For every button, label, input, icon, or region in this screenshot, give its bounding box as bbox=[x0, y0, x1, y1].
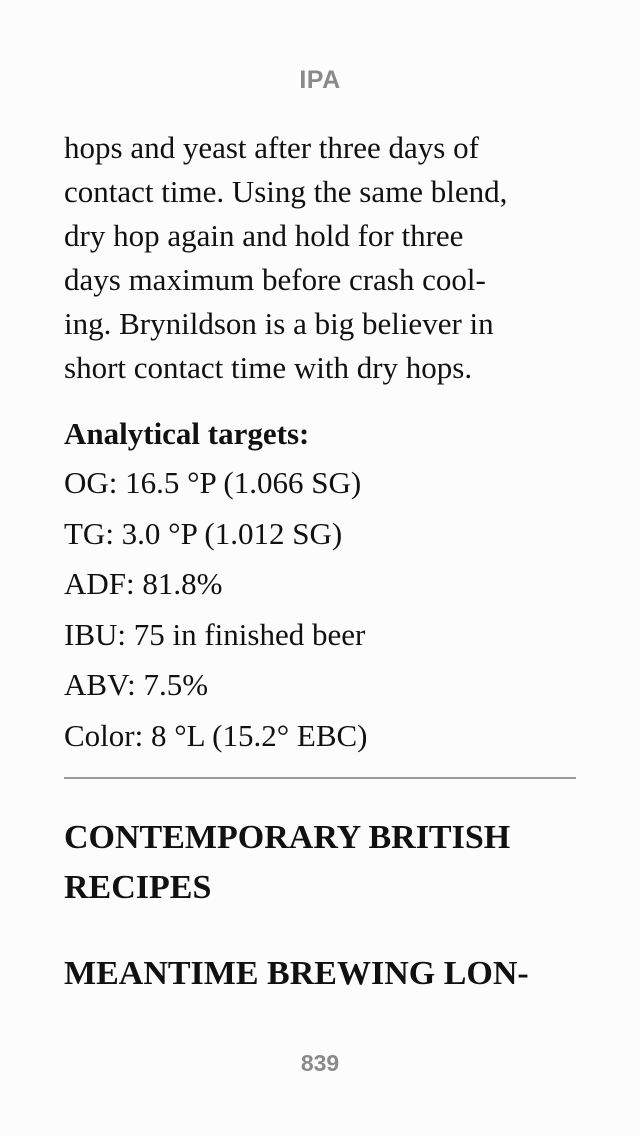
section-heading-line: RECIPES bbox=[64, 869, 212, 906]
target-abv: ABV: 7.5% bbox=[64, 667, 209, 702]
section-divider bbox=[64, 777, 576, 779]
target-adf: ADF: 81.8% bbox=[64, 566, 223, 601]
section-heading bbox=[64, 813, 576, 913]
body-paragraph bbox=[64, 126, 576, 390]
target-tg: TG: 3.0 °P (1.012 SG) bbox=[64, 515, 343, 551]
paragraph-line: short contact time with dry hops. bbox=[64, 350, 473, 385]
page-content bbox=[64, 126, 576, 999]
analytical-targets-heading: Analytical targets: bbox=[64, 416, 310, 451]
paragraph-line: hops and yeast after three days of bbox=[64, 130, 479, 165]
running-header-title: IPA bbox=[299, 66, 341, 94]
target-ibu: IBU: 75 in finished beer bbox=[64, 616, 366, 652]
paragraph-line: ing. Brynildson is a big believer in bbox=[64, 306, 494, 341]
subsection-heading: MEANTIME BREWING LON- bbox=[64, 955, 529, 992]
paragraph-line: contact time. Using the same blend, bbox=[64, 174, 508, 209]
section-heading-line: CONTEMPORARY BRITISH bbox=[64, 819, 511, 856]
page-number: 839 bbox=[300, 1050, 340, 1076]
target-color: Color: 8 °L (15.2° EBC) bbox=[64, 717, 368, 753]
paragraph-line: days maximum before crash cool- bbox=[64, 262, 486, 297]
target-og: OG: 16.5 °P (1.066 SG) bbox=[64, 465, 362, 500]
paragraph-line: dry hop again and hold for three bbox=[64, 218, 464, 253]
